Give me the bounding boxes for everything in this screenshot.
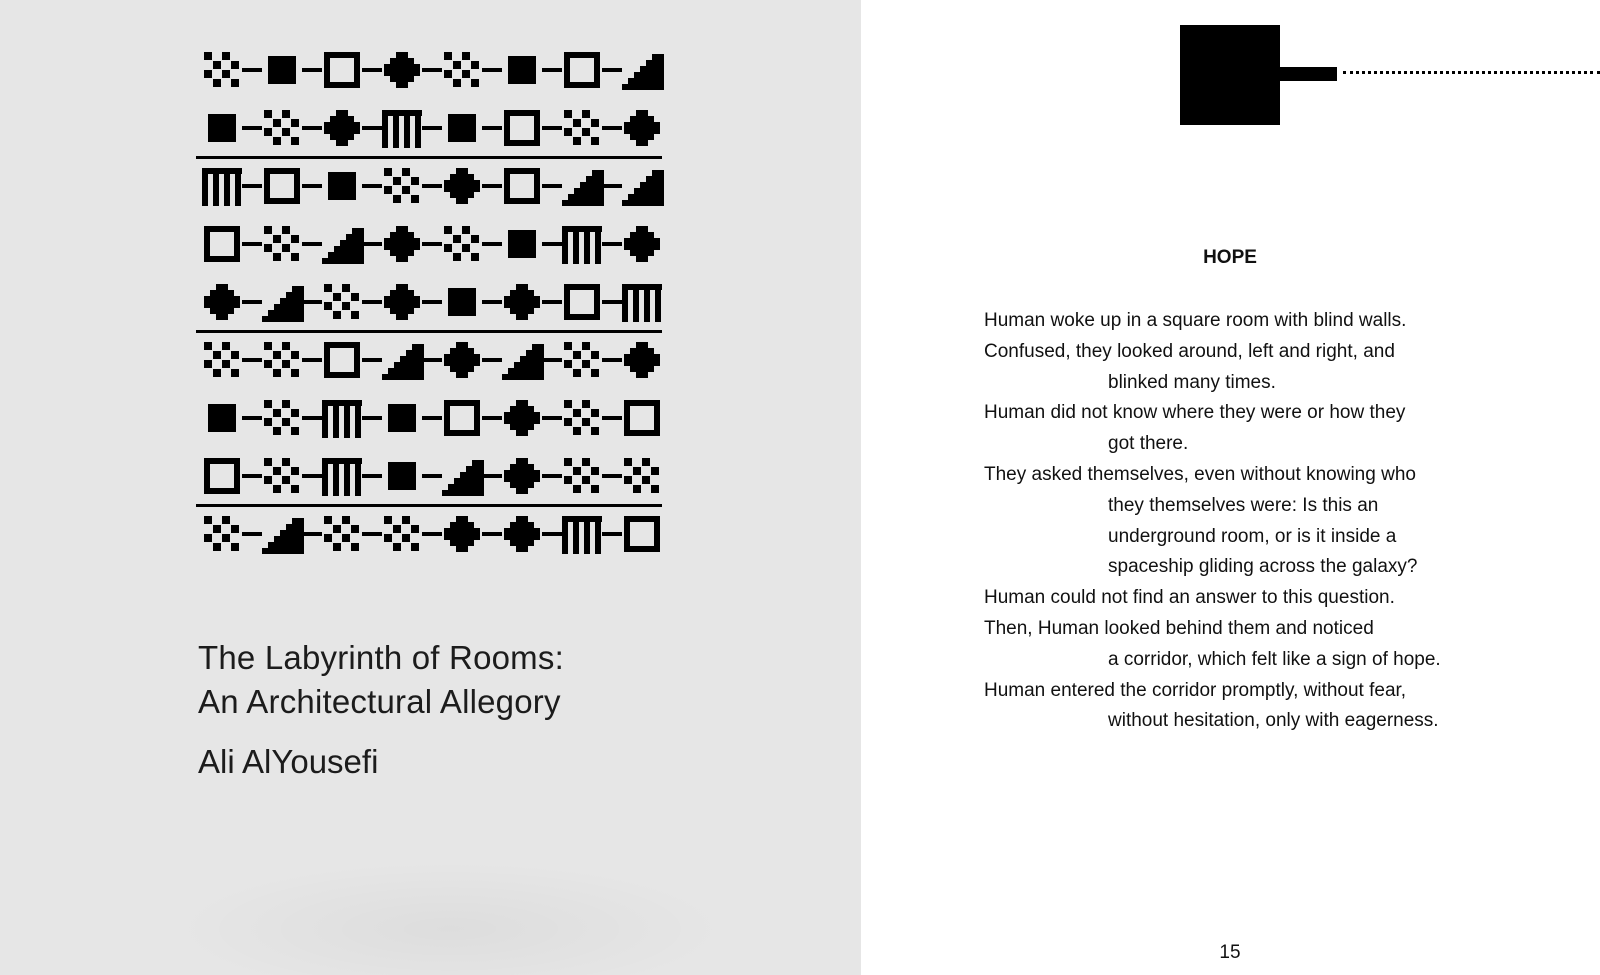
poem-text [984, 306, 1584, 737]
corridor-bar-icon [1280, 67, 1337, 81]
poem-line: Human woke up in a square room with blind walls. [984, 310, 1407, 331]
poem-line: without hesitation, only with eagerness. [1108, 710, 1439, 732]
book-title [198, 636, 564, 724]
poem-line: Confused, they looked around, left and right, and [984, 340, 1395, 362]
page-number: 15 [1219, 942, 1241, 963]
poem-line: got there. [1108, 433, 1189, 455]
room-corridor-icon [1180, 25, 1600, 125]
page-shadow [170, 860, 730, 975]
poem-line: spaceship gliding across the galaxy? [1108, 556, 1418, 578]
poem-line: Human did not know where they were or how they [984, 402, 1406, 424]
poem-line: a corridor, which felt like a sign of hope. [1108, 648, 1441, 670]
poem-line: They asked themselves, even without knowing who [984, 463, 1416, 485]
poem-line: Then, Human looked behind them and noticed [984, 617, 1374, 639]
chapter-title: HOPE [1203, 247, 1257, 268]
book-title-line-2: An Architectural Allegory [198, 683, 561, 720]
book-title-line-1: The Labyrinth of Rooms: [198, 639, 564, 676]
poem-line: they themselves were: Is this an [1108, 494, 1379, 516]
poem-line: Human entered the corridor promptly, without fear, [984, 679, 1407, 701]
poem-line: Human could not find an answer to this question. [984, 587, 1395, 609]
poem-line: blinked many times. [1108, 371, 1276, 393]
corridor-dotted-line-icon [1343, 71, 1600, 74]
book-author: Ali AlYousefi [198, 743, 379, 780]
room-square-icon [1180, 25, 1280, 125]
maze-glyphs-icon [196, 44, 680, 580]
poem-line: underground room, or is it inside a [1108, 525, 1397, 547]
